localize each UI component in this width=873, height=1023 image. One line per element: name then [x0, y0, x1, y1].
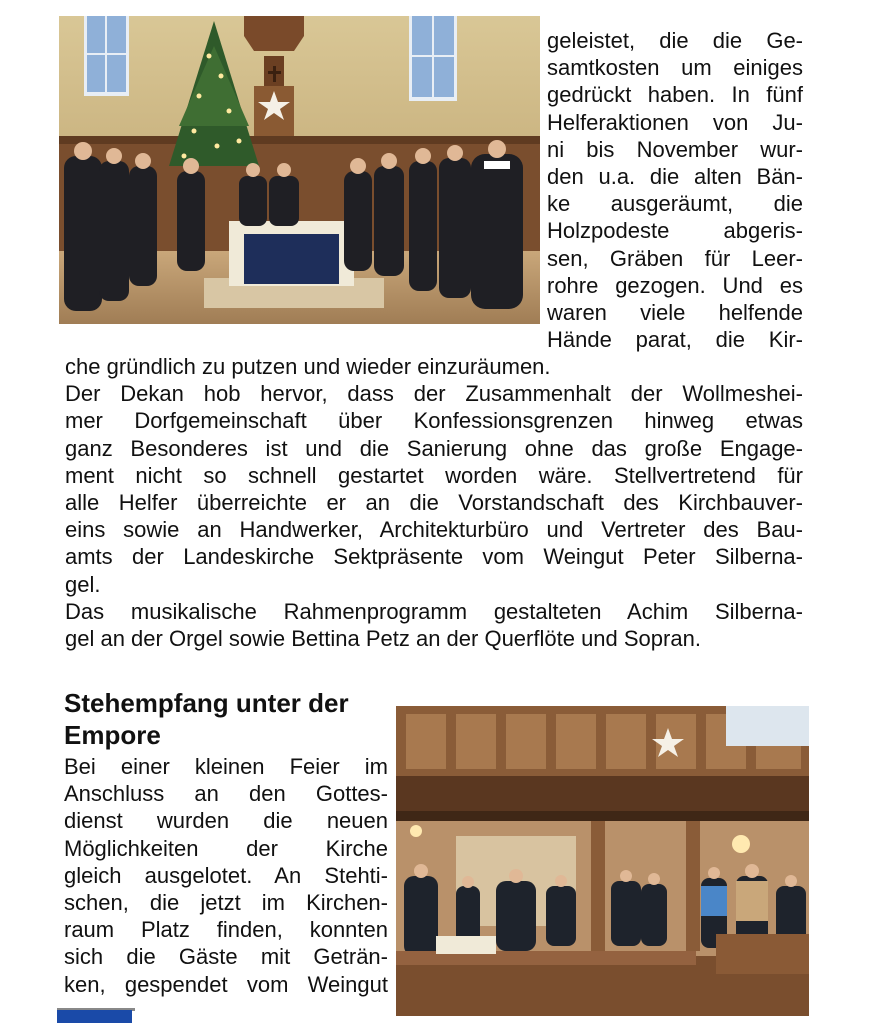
- text-line: eins sowie an Handwerker, Architekturbüro und Vertreter des Bau-: [65, 517, 803, 543]
- text-line: gedrückt haben. In fünf: [547, 82, 803, 108]
- text-line: Der Dekan hob hervor, dass der Zusammenhalt der Wollmeshei-: [65, 381, 803, 407]
- text-line: alle Helfer überreichte er an die Vorstandschaft des Kirchbauver-: [65, 489, 803, 515]
- text-line: ke ausgeräumt, die: [547, 191, 803, 217]
- text-line: ken, gespendet vom Weingut: [64, 971, 388, 997]
- photo-reception-gallery: [396, 706, 809, 1016]
- text-line: gel an der Orgel sowie Bettina Petz an der Querflöte und Sopran.: [65, 625, 701, 651]
- text-line: amts der Landeskirche Sektpräsente vom Weingut Peter Silberna-: [65, 544, 803, 570]
- footer-accent-bar: [57, 1010, 132, 1023]
- section-heading: [64, 687, 394, 751]
- text-line: Hände parat, die Kir-: [547, 327, 803, 353]
- text-line: sen, Gräben für Leer-: [547, 245, 803, 271]
- heading-line: Empore: [64, 720, 161, 750]
- text-line: raum Platz finden, konnten: [64, 917, 388, 943]
- text-line: den u.a. die alten Bän-: [547, 163, 803, 189]
- text-line: ni bis November wur-: [547, 136, 803, 162]
- section2-text: [64, 753, 388, 998]
- text-line: samtkosten um einiges: [547, 55, 803, 81]
- article-body-text: [65, 353, 803, 652]
- text-line: che gründlich zu putzen und wieder einzuräumen.: [65, 354, 551, 379]
- text-line: ganz Besonderes ist und die Sanierung ohne das große Engage-: [65, 435, 803, 461]
- text-line: gel.: [65, 571, 101, 597]
- photo-altar-group: [59, 16, 540, 324]
- text-line: Anschluss an den Gottes-: [64, 781, 388, 807]
- text-line: mer Dorfgemeinschaft über Konfessionsgrenzen hinweg etwas: [65, 408, 803, 434]
- text-line: geleistet, die die Ge-: [547, 28, 803, 53]
- text-line: Bei einer kleinen Feier im: [64, 754, 388, 779]
- text-line: gleich ausgelotet. An Stehti-: [64, 862, 388, 888]
- text-line: rohre gezogen. Und es: [547, 272, 803, 298]
- article-column-text: [547, 27, 803, 353]
- text-line: waren viele helfende: [547, 299, 803, 325]
- text-line: Möglichkeiten der Kirche: [64, 835, 388, 861]
- heading-line: Stehempfang unter der: [64, 688, 349, 718]
- text-line: ment nicht so schnell gestartet worden wäre. Stellvertretend für: [65, 462, 803, 488]
- text-line: Holzpodeste abgeris-: [547, 218, 803, 244]
- text-line: dienst wurden die neuen: [64, 808, 388, 834]
- text-line: schen, die jetzt im Kirchen-: [64, 889, 388, 915]
- text-line: Das musikalische Rahmenprogramm gestalteten Achim Silberna-: [65, 598, 803, 624]
- text-line: sich die Gäste mit Geträn-: [64, 944, 388, 970]
- text-line: Helferaktionen von Ju-: [547, 109, 803, 135]
